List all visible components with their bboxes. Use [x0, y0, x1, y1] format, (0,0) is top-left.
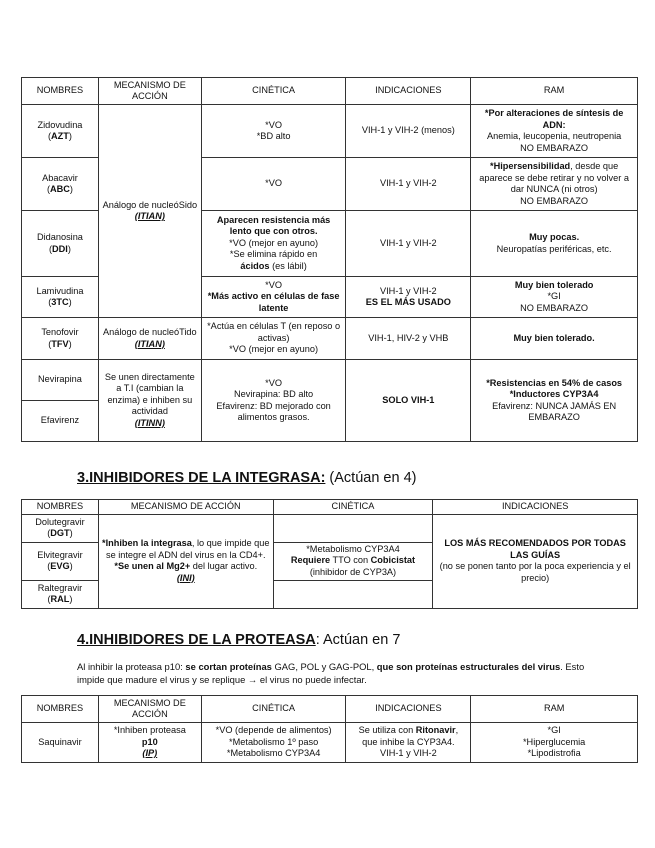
- itinn-mechanism-cell: Se unen directamente a T.I (cambian la enzima) e inhiben su actividad (ITINN): [98, 360, 201, 442]
- ram-cell: Muy bien tolerado.: [471, 318, 638, 360]
- col-header: NOMBRES: [22, 500, 99, 515]
- ram-cell: *Resistencias en 54% de casos *Inductores CYP3A4 Efavirenz: NUNCA JAMÁS EN EMBARAZO: [471, 360, 638, 442]
- table-row: [22, 723, 638, 763]
- drug-name-cell: Dolutegravir (DGT): [22, 514, 99, 542]
- col-header: NOMBRES: [22, 78, 99, 105]
- kinetics-cell: *VO *BD alto: [201, 105, 346, 158]
- protease-description: Al inhibir la proteasa p10: se cortan proteínas GAG, POL y GAG-POL, que son proteínas estructurales del virus. Esto impide que madure el virus y se replique → el virus no puede infectar.: [77, 661, 585, 685]
- indications-cell: VIH-1 y VIH-2 (menos): [346, 105, 471, 158]
- table-row: [22, 514, 638, 542]
- indications-cell: VIH-1, HIV-2 y VHB: [346, 318, 471, 360]
- col-header: CINÉTICA: [201, 696, 346, 723]
- kinetics-cell: *VO: [201, 158, 346, 211]
- kinetics-cell: *VO Nevirapina: BD alto Efavirenz: BD mejorado con alimentos grasos.: [201, 360, 346, 442]
- kinetics-cell: *Metabolismo CYP3A4 Requiere TTO con Cobicistat (inhibidor de CYP3A): [273, 542, 433, 580]
- table-row: [22, 105, 638, 158]
- col-header: CINÉTICA: [201, 78, 346, 105]
- col-header: RAM: [471, 78, 638, 105]
- kinetics-cell: *Actúa en células T (en reposo o activas) *VO (mejor en ayuno): [201, 318, 346, 360]
- kinetics-cell: *VO *Más activo en células de fase latente: [201, 277, 346, 318]
- drug-name-cell: Elvitegravir (EVG): [22, 542, 99, 580]
- mechanism-cell: Análogo de nucleóTido (ITIAN): [98, 318, 201, 360]
- indications-cell: VIH-1 y VIH-2 ES EL MÁS USADO: [346, 277, 471, 318]
- indications-cell: LOS MÁS RECOMENDADOS POR TODAS LAS GUÍAS (no se ponen tanto por la poca experiencia y el precio): [433, 514, 638, 608]
- table-protease: [21, 695, 638, 763]
- drug-name-cell: Zidovudina (AZT): [22, 105, 99, 158]
- table-integrase: [21, 499, 638, 609]
- ram-cell: Muy pocas. Neuropatías periféricas, etc.: [471, 211, 638, 277]
- ram-cell: *Hipersensibilidad, desde que aparece se debe retirar y no volver a dar NUNCA (ni otros) NO EMBARAZO: [471, 158, 638, 211]
- ram-cell: *GI *Hiperglucemia *Lipodistrofia: [471, 723, 638, 763]
- kinetics-cell-empty: [273, 580, 433, 608]
- col-header: CINÉTICA: [273, 500, 433, 515]
- ram-cell: *Por alteraciones de síntesis de ADN: Anemia, leucopenia, neutropenia NO EMBARAZO: [471, 105, 638, 158]
- ram-cell: Muy bien tolerado *GI NO EMBARAZO: [471, 277, 638, 318]
- col-header: INDICACIONES: [433, 500, 638, 515]
- mechanism-cell: *Inhiben proteasa p10 (IP): [98, 723, 201, 763]
- itian-mechanism-cell: Análogo de nucleóSido (ITIAN): [98, 105, 201, 318]
- table-row: [22, 360, 638, 401]
- mechanism-cell: *Inhiben la integrasa, lo que impide que se integre el ADN del virus en la CD4+. *Se unen al Mg2+ del lugar activo. (INI): [98, 514, 273, 608]
- indications-cell: Se utiliza con Ritonavir, que inhibe la CYP3A4. VIH-1 y VIH-2: [346, 723, 471, 763]
- drug-name-cell: Didanosina (DDI): [22, 211, 99, 277]
- table-row: [22, 318, 638, 360]
- kinetics-cell: *VO (depende de alimentos) *Metabolismo 1º paso *Metabolismo CYP3A4: [201, 723, 346, 763]
- col-header: NOMBRES: [22, 696, 99, 723]
- drug-name-cell: Nevirapina: [22, 360, 99, 401]
- drug-name-cell: Raltegravir (RAL): [22, 580, 99, 608]
- table-header-row: [22, 500, 638, 515]
- drug-name-cell: Abacavir (ABC): [22, 158, 99, 211]
- drug-name-cell: Tenofovir (TFV): [22, 318, 99, 360]
- table-antiretrovirals: [21, 77, 638, 442]
- section-title-proteasa: 4.INHIBIDORES DE LA PROTEASA: Actúan en 7: [77, 632, 401, 648]
- col-header: MECANISMO DE ACCIÓN: [98, 696, 201, 723]
- drug-name-cell: Lamivudina (3TC): [22, 277, 99, 318]
- table-header-row: [22, 78, 638, 105]
- indications-cell: SOLO VIH-1: [346, 360, 471, 442]
- col-header: INDICACIONES: [346, 696, 471, 723]
- col-header: MECANISMO DE ACCIÓN: [98, 78, 201, 105]
- section-title-integrasa: 3.INHIBIDORES DE LA INTEGRASA: (Actúan en 4): [77, 470, 417, 486]
- col-header: MECANISMO DE ACCIÓN: [98, 500, 273, 515]
- table-header-row: [22, 696, 638, 723]
- indications-cell: VIH-1 y VIH-2: [346, 158, 471, 211]
- indications-cell: VIH-1 y VIH-2: [346, 211, 471, 277]
- kinetics-cell-empty: [273, 514, 433, 542]
- kinetics-cell: Aparecen resistencia más lento que con otros. *VO (mejor en ayuno) *Se elimina rápido en ácidos (es lábil): [201, 211, 346, 277]
- col-header: RAM: [471, 696, 638, 723]
- drug-name-cell: Saquinavir: [22, 723, 99, 763]
- drug-name-cell: Efavirenz: [22, 401, 99, 442]
- col-header: INDICACIONES: [346, 78, 471, 105]
